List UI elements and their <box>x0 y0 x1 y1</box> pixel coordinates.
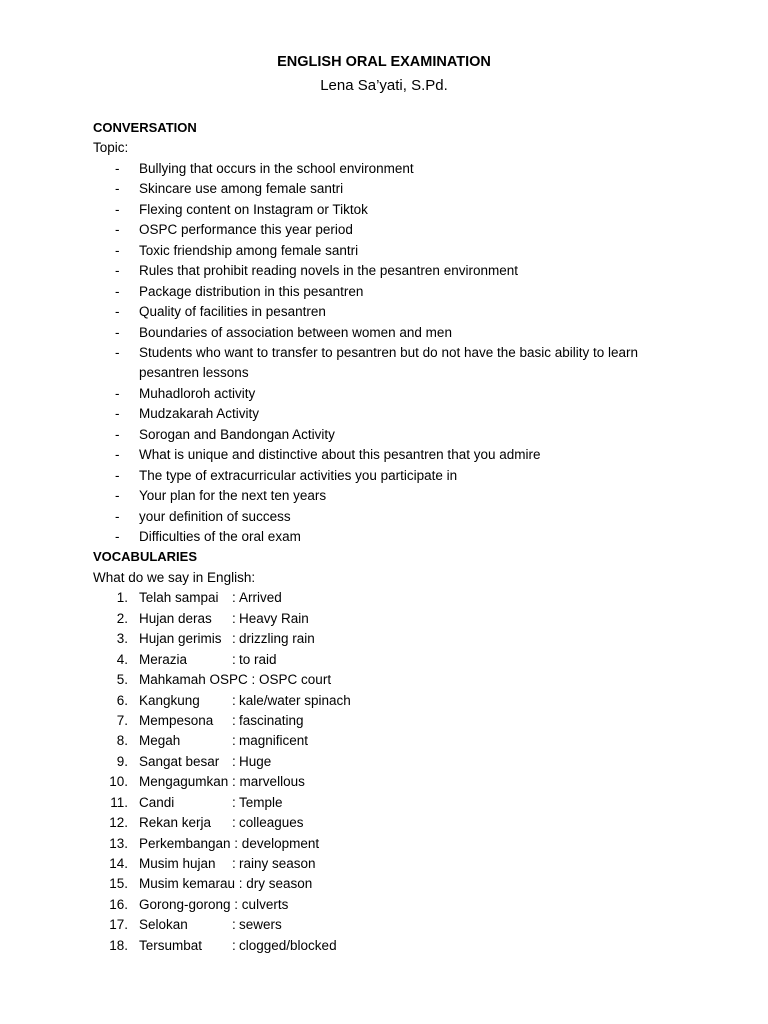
vocabulary-translation: fascinating <box>239 712 304 728</box>
bullet-dash: - <box>115 222 120 238</box>
topic-text: Boundaries of association between women and men <box>139 324 452 340</box>
vocabulary-entry: Musim kemarau : dry season <box>139 876 313 892</box>
separator-colon: : <box>232 753 236 769</box>
vocabulary-item <box>93 793 683 813</box>
topic-item <box>93 486 683 506</box>
vocabulary-item <box>93 731 683 751</box>
topic-text: Students who want to transfer to pesantren but do not have the basic ability to learn pesantren lessons <box>139 344 639 381</box>
item-number: 17. <box>109 917 128 933</box>
vocabulary-translation: Huge <box>239 753 272 769</box>
separator-colon: : <box>232 610 236 626</box>
item-number: 1. <box>116 590 128 606</box>
bullet-dash: - <box>115 304 120 320</box>
vocabulary-term: Tersumbat <box>139 937 203 953</box>
vocabulary-term: Selokan <box>139 917 188 933</box>
separator-colon: : <box>232 937 236 953</box>
vocabulary-item <box>93 650 683 670</box>
vocabulary-term: Merazia <box>139 651 188 667</box>
topic-text: your definition of success <box>139 508 291 524</box>
topic-item <box>93 241 683 261</box>
item-number: 18. <box>109 937 128 953</box>
vocabulary-item <box>93 834 683 854</box>
topic-item <box>93 282 683 302</box>
topic-text: Sorogan and Bandongan Activity <box>139 426 335 442</box>
vocabulary-term: Sangat besar <box>139 753 220 769</box>
topic-item <box>93 302 683 322</box>
vocabulary-term: Musim hujan <box>139 856 216 872</box>
topic-item <box>93 404 683 424</box>
vocabulary-term: Telah sampai <box>139 590 219 606</box>
separator-colon: : <box>232 733 236 749</box>
topic-item <box>93 527 683 547</box>
topic-item <box>93 425 683 445</box>
separator-colon: : <box>232 794 236 810</box>
topic-item <box>93 466 683 486</box>
topic-item <box>93 384 683 404</box>
vocabulary-item <box>93 813 683 833</box>
vocabulary-item <box>93 936 683 956</box>
separator-colon: : <box>232 856 236 872</box>
vocabulary-item <box>93 895 683 915</box>
bullet-dash: - <box>115 426 120 442</box>
bullet-dash: - <box>115 181 120 197</box>
bullet-dash: - <box>115 201 120 217</box>
vocabulary-item <box>93 752 683 772</box>
topic-item <box>93 200 683 220</box>
topic-text: Mudzakarah Activity <box>139 406 260 422</box>
vocabulary-entry: Perkembangan : development <box>139 835 320 851</box>
vocabulary-entry: Gorong-gorong : culverts <box>139 896 289 912</box>
bullet-dash: - <box>115 488 120 504</box>
item-number: 4. <box>116 651 128 667</box>
document-body <box>93 118 683 956</box>
bullet-dash: - <box>115 508 120 524</box>
topic-text: What is unique and distinctive about this pesantren that you admire <box>139 447 541 463</box>
vocabulary-term: Kangkung <box>139 692 200 708</box>
topic-item <box>93 445 683 465</box>
item-number: 13. <box>109 835 128 851</box>
item-number: 3. <box>116 631 128 647</box>
bullet-dash: - <box>115 385 120 401</box>
topic-text: Package distribution in this pesantren <box>139 283 364 299</box>
vocabulary-item <box>93 772 683 792</box>
topic-text: Difficulties of the oral exam <box>139 529 301 545</box>
topic-text: Your plan for the next ten years <box>139 488 327 504</box>
vocabulary-item <box>93 711 683 731</box>
vocabulary-list <box>93 588 683 956</box>
item-number: 10. <box>109 774 128 790</box>
vocabulary-entry: Mengagumkan : marvellous <box>139 774 305 790</box>
vocabulary-translation: sewers <box>239 917 282 933</box>
vocabulary-term: Rekan kerja <box>139 815 212 831</box>
item-number: 8. <box>116 733 128 749</box>
vocabulary-term: Megah <box>139 733 181 749</box>
vocabulary-translation: Heavy Rain <box>239 610 309 626</box>
bullet-dash: - <box>115 344 120 360</box>
topic-item <box>93 179 683 199</box>
vocabulary-item <box>93 670 683 690</box>
document-title: ENGLISH ORAL EXAMINATION <box>277 54 491 70</box>
vocabulary-term: Mempesona <box>139 712 214 728</box>
vocabulary-translation: to raid <box>239 651 277 667</box>
vocabulary-item <box>93 588 683 608</box>
separator-colon: : <box>232 631 236 647</box>
topic-item <box>93 261 683 281</box>
separator-colon: : <box>232 692 236 708</box>
vocabulary-translation: magnificent <box>239 733 309 749</box>
vocabulary-term: Hujan deras <box>139 610 212 626</box>
item-number: 12. <box>109 815 128 831</box>
bullet-dash: - <box>115 406 120 422</box>
vocabulary-item <box>93 691 683 711</box>
vocabulary-translation: rainy season <box>239 856 316 872</box>
vocabulary-item <box>93 874 683 894</box>
item-number: 7. <box>116 712 128 728</box>
bullet-dash: - <box>115 283 120 299</box>
topic-text: Bullying that occurs in the school environment <box>139 160 414 176</box>
vocabulary-term: Candi <box>139 794 175 810</box>
conversation-heading: CONVERSATION <box>93 120 197 135</box>
separator-colon: : <box>232 712 236 728</box>
vocabulary-entry: Mahkamah OSPC : OSPC court <box>139 672 332 688</box>
item-number: 9. <box>116 753 128 769</box>
topic-item <box>93 343 683 384</box>
vocabulary-translation: Temple <box>239 794 283 810</box>
topic-item <box>93 323 683 343</box>
topic-item <box>93 220 683 240</box>
item-number: 5. <box>116 672 128 688</box>
topic-label: Topic: <box>93 140 129 156</box>
vocabularies-prompt: What do we say in English: <box>93 569 256 585</box>
topic-text: Rules that prohibit reading novels in the pesantren environment <box>139 263 518 279</box>
bullet-dash: - <box>115 467 120 483</box>
topic-text: Muhadloroh activity <box>139 385 256 401</box>
vocabulary-term: Hujan gerimis <box>139 631 222 647</box>
topic-text: The type of extracurricular activities you participate in <box>139 467 458 483</box>
document-author: Lena Sa’yati, S.Pd. <box>320 77 448 94</box>
vocabulary-translation: kale/water spinach <box>239 692 351 708</box>
bullet-dash: - <box>115 263 120 279</box>
vocabulary-translation: drizzling rain <box>239 631 315 647</box>
bullet-dash: - <box>115 447 120 463</box>
vocabulary-item <box>93 609 683 629</box>
item-number: 16. <box>109 896 128 912</box>
bullet-dash: - <box>115 324 120 340</box>
vocabularies-heading: VOCABULARIES <box>93 549 198 565</box>
item-number: 6. <box>116 692 128 708</box>
vocabulary-translation: clogged/blocked <box>239 937 337 953</box>
vocabulary-item <box>93 915 683 935</box>
topic-text: Flexing content on Instagram or Tiktok <box>139 201 368 217</box>
topic-text: Toxic friendship among female santri <box>139 242 359 258</box>
item-number: 15. <box>109 876 128 892</box>
topic-text: Skincare use among female santri <box>139 181 344 197</box>
item-number: 11. <box>110 794 128 810</box>
separator-colon: : <box>232 815 236 831</box>
separator-colon: : <box>232 917 236 933</box>
topic-item <box>93 159 683 179</box>
bullet-dash: - <box>115 529 120 545</box>
bullet-dash: - <box>115 160 120 176</box>
separator-colon: : <box>232 590 236 606</box>
topic-text: Quality of facilities in pesantren <box>139 304 326 320</box>
topic-item <box>93 507 683 527</box>
separator-colon: : <box>232 651 236 667</box>
item-number: 14. <box>109 856 128 872</box>
topic-list <box>93 159 683 548</box>
vocabulary-translation: Arrived <box>239 590 282 606</box>
bullet-dash: - <box>115 242 120 258</box>
vocabulary-item <box>93 629 683 649</box>
topic-text: OSPC performance this year period <box>139 222 353 238</box>
vocabulary-item <box>93 854 683 874</box>
item-number: 2. <box>116 610 128 626</box>
vocabulary-translation: colleagues <box>239 815 304 831</box>
